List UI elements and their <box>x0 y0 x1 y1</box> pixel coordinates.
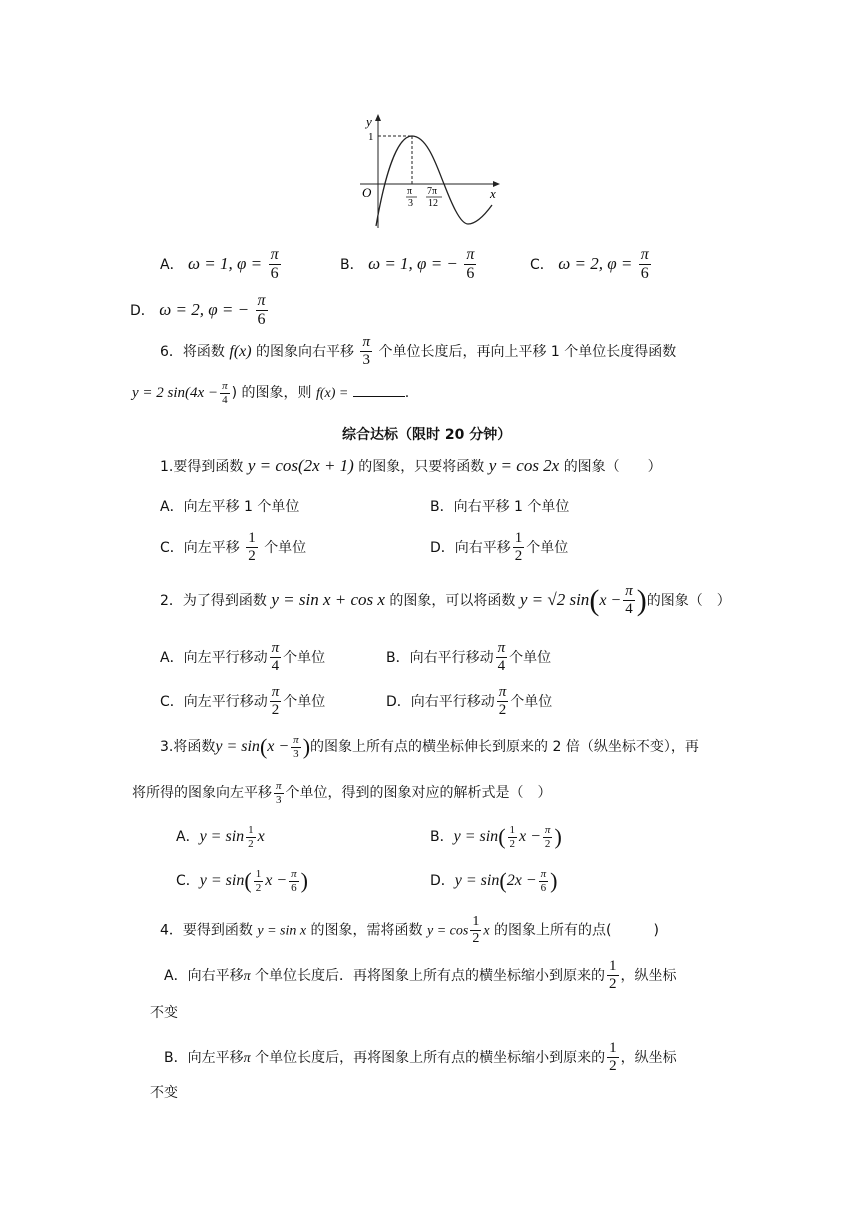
s1-option-b: B．向右平移 1 个单位 <box>430 499 570 515</box>
option-expr: ω = 2, φ = <box>558 253 633 273</box>
s4-option-b: B．向左平移π 个单位长度后，再将图象上所有点的横坐标缩小到原来的 $\frac{1}{2}$ ，纵坐标 <box>164 1040 677 1075</box>
question-6-line2: y = 2 sin(4x − $\frac{\pi}{4}$ ) 的图象，则 f(x) = . <box>132 380 410 406</box>
s3-option-d: D．y = sin(2x − $\frac{\pi}{6}$ ) <box>430 868 558 894</box>
s4-stem: 4．要得到函数 y = sin x 的图象，需将函数 y = cos $\frac{1}{2}$ x 的图象上所有的点( ) <box>160 914 659 947</box>
prev-option-a <box>160 246 283 284</box>
s1-option-a: A．向左平移 1 个单位 <box>160 499 300 515</box>
s3-stem-line1: 3.将函数y = sin(x − $\frac{\pi}{3}$ )的图象上所有点的横坐标伸长到原来的 2 倍（纵坐标不变），再 <box>160 734 699 760</box>
answer-blank[interactable] <box>353 384 405 397</box>
y-axis-label: y <box>366 114 372 129</box>
prev-option-d <box>130 292 270 330</box>
option-letter: D． <box>130 302 155 319</box>
x-axis-label: x <box>490 186 496 201</box>
one-label: 1 <box>368 131 374 143</box>
prev-option-b <box>340 246 478 284</box>
tick2-den: 12 <box>428 198 438 209</box>
question-6-line1: 6．将函数 f(x) 的图象向右平移 $\frac{\pi}{3}$ 个单位长度后，再向上平移 1 个单位长度得函数 <box>160 334 677 369</box>
q6-fraction-2: $\frac{\pi}{4}$ <box>222 380 228 406</box>
prev-option-c <box>530 246 653 284</box>
s3-option-b: B．y = sin( $\frac{1}{2}$ x − $\frac{\pi}{2}$ ) <box>430 824 562 850</box>
option-expr: ω = 1, φ = − <box>368 253 458 273</box>
option-letter: C． <box>530 256 554 273</box>
s1-option-d: D．向右平移 $\frac{1}{2}$ 个单位 <box>430 530 569 565</box>
s4-option-a-tail: 不变 <box>150 1005 178 1021</box>
s2-option-b: B．向右平行移动 $\frac{\pi}{4}$ 个单位 <box>386 640 552 675</box>
origin-label: O <box>362 185 372 200</box>
s1-option-c: C．向左平移 $\frac{1}{2}$ 个单位 <box>160 530 307 565</box>
tick2-num: 7π <box>427 186 438 197</box>
q6-fraction: $\frac{\pi}{3}$ <box>362 334 370 369</box>
option-expr: ω = 2, φ = − <box>159 299 250 319</box>
s2-option-a: A．向左平行移动 $\frac{\pi}{4}$ 个单位 <box>160 640 326 675</box>
s2-option-d: D．向右平行移动 $\frac{\pi}{2}$ 个单位 <box>386 684 553 719</box>
option-letter: A． <box>160 256 184 273</box>
sine-curve <box>376 136 492 226</box>
s2-option-c: C．向左平行移动 $\frac{\pi}{2}$ 个单位 <box>160 684 326 719</box>
option-expr: ω = 1, φ = <box>188 253 263 273</box>
tick1-num: π <box>407 186 413 197</box>
option-fraction: $\frac{\pi}{6}$ <box>466 246 475 283</box>
option-letter: B． <box>340 256 364 273</box>
s4-option-a: A．向右平移π 个单位长度后．再将图象上所有点的横坐标缩小到原来的 $\frac{1}{2}$ ，纵坐标 <box>164 958 677 993</box>
option-fraction: $\frac{\pi}{6}$ <box>270 246 279 283</box>
option-fraction: $\frac{\pi}{6}$ <box>257 292 266 329</box>
sine-graph <box>350 100 510 235</box>
section-title: 综合达标（限时 20 分钟） <box>342 427 512 443</box>
s4-option-b-tail: 不变 <box>150 1085 178 1101</box>
s2-stem: 2．为了得到函数 y = sin x + cos x 的图象，可以将函数 y = √2 sin(x − $\frac{\pi}{4}$ )的图象（ ） <box>160 583 731 618</box>
tick1-den: 3 <box>408 198 413 209</box>
s1-stem: 1.要得到函数 y = cos(2x + 1) 的图象，只要将函数 y = cos 2x 的图象（ ） <box>160 456 662 475</box>
s3-option-a: A．y = sin $\frac{1}{2}$ x <box>176 824 265 850</box>
s3-option-c: C．y = sin( $\frac{1}{2}$ x − $\frac{\pi}{6}$ ) <box>176 868 308 894</box>
y-axis-arrow <box>375 114 381 121</box>
s3-stem-line2: 将所得的图象向左平移 $\frac{\pi}{3}$ 个单位，得到的图象对应的解析式是（ ） <box>132 780 552 806</box>
option-fraction: $\frac{\pi}{6}$ <box>640 246 649 283</box>
